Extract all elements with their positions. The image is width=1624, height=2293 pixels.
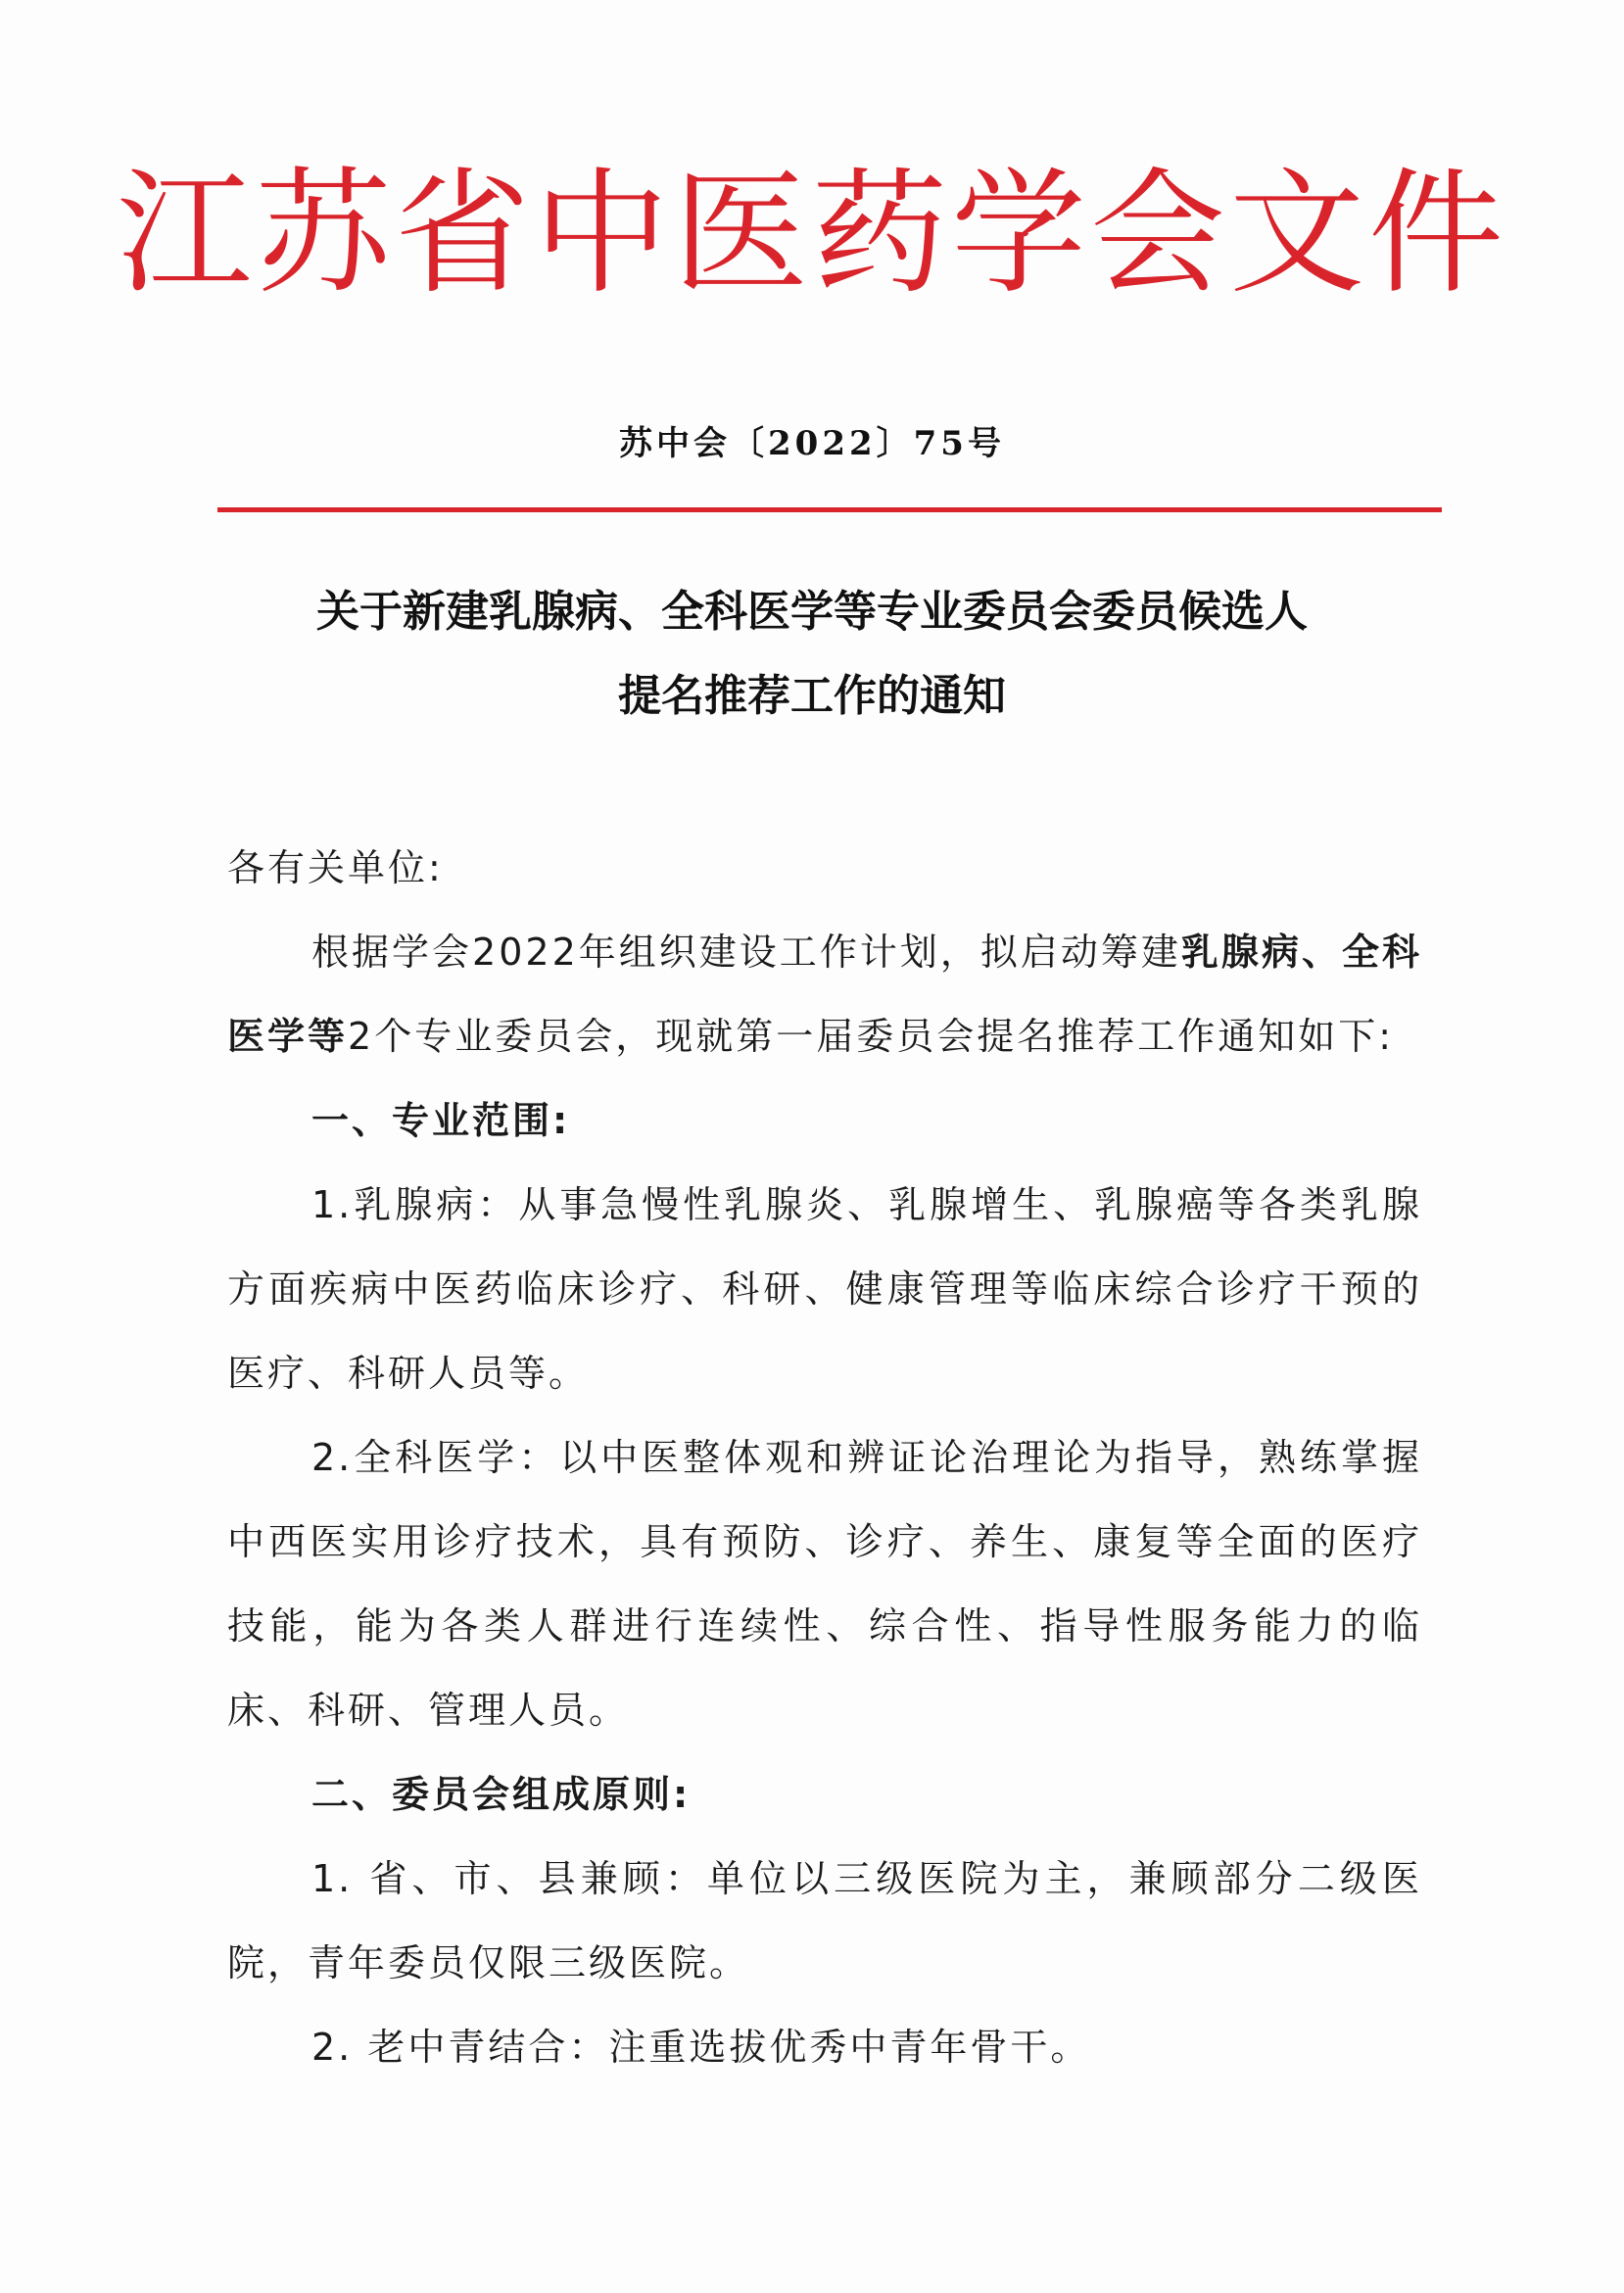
notice-title-line-1: 关于新建乳腺病、全科医学等专业委员会委员候选人 [316,587,1308,637]
intro-bold-general-medicine: 全科医学等 [227,931,1422,1058]
intro-text-part-1: 根据学会2022年组织建设工作计划，拟启动筹建 [311,931,1181,974]
section-2-heading: 二、委员会组成原则: [311,1773,692,1816]
intro-paragraph [227,910,1422,1078]
notice-title-line-2: 提名推荐工作的通知 [618,671,1006,721]
section-2-item-2: 2. 老中青结合：注重选拔优秀中青年骨干。 [311,2026,1091,2069]
salutation: 各有关单位: [227,846,444,889]
section-1-heading: 一、专业范围: [311,1099,571,1142]
notice-title [0,570,1624,739]
section-2-item-1: 1. 省、市、县兼顾：单位以三级医院为主，兼顾部分二级医院，青年委员仅限三级医院。 [227,1857,1422,1984]
org-masthead-title: 江苏省中医药学会文件 [116,155,1507,312]
notice-body [227,826,1422,2089]
section-1-item-1: 1.乳腺病：从事急慢性乳腺炎、乳腺增生、乳腺癌等各类乳腺方面疾病中医药临床诊疗、科研、健康管理等临床综合诊疗干预的医疗、科研人员等。 [227,1183,1422,1395]
document-number: 苏中会〔2022〕75号 [619,424,1005,463]
intro-bold-breast-disease: 乳腺病、 [1180,931,1342,974]
section-1-item-2: 2.全科医学：以中医整体观和辨证论治理论为指导，熟练掌握中西医实用诊疗技术，具有预防、诊疗、养生、康复等全面的医疗技能，能为各类人群进行连续性、综合性、指导性服务能力的临床、科研、管理人员。 [227,1436,1422,1732]
intro-text-part-2: 2个专业委员会，现就第一届委员会提名推荐工作通知如下: [348,1015,1394,1058]
red-divider-line [217,507,1442,512]
